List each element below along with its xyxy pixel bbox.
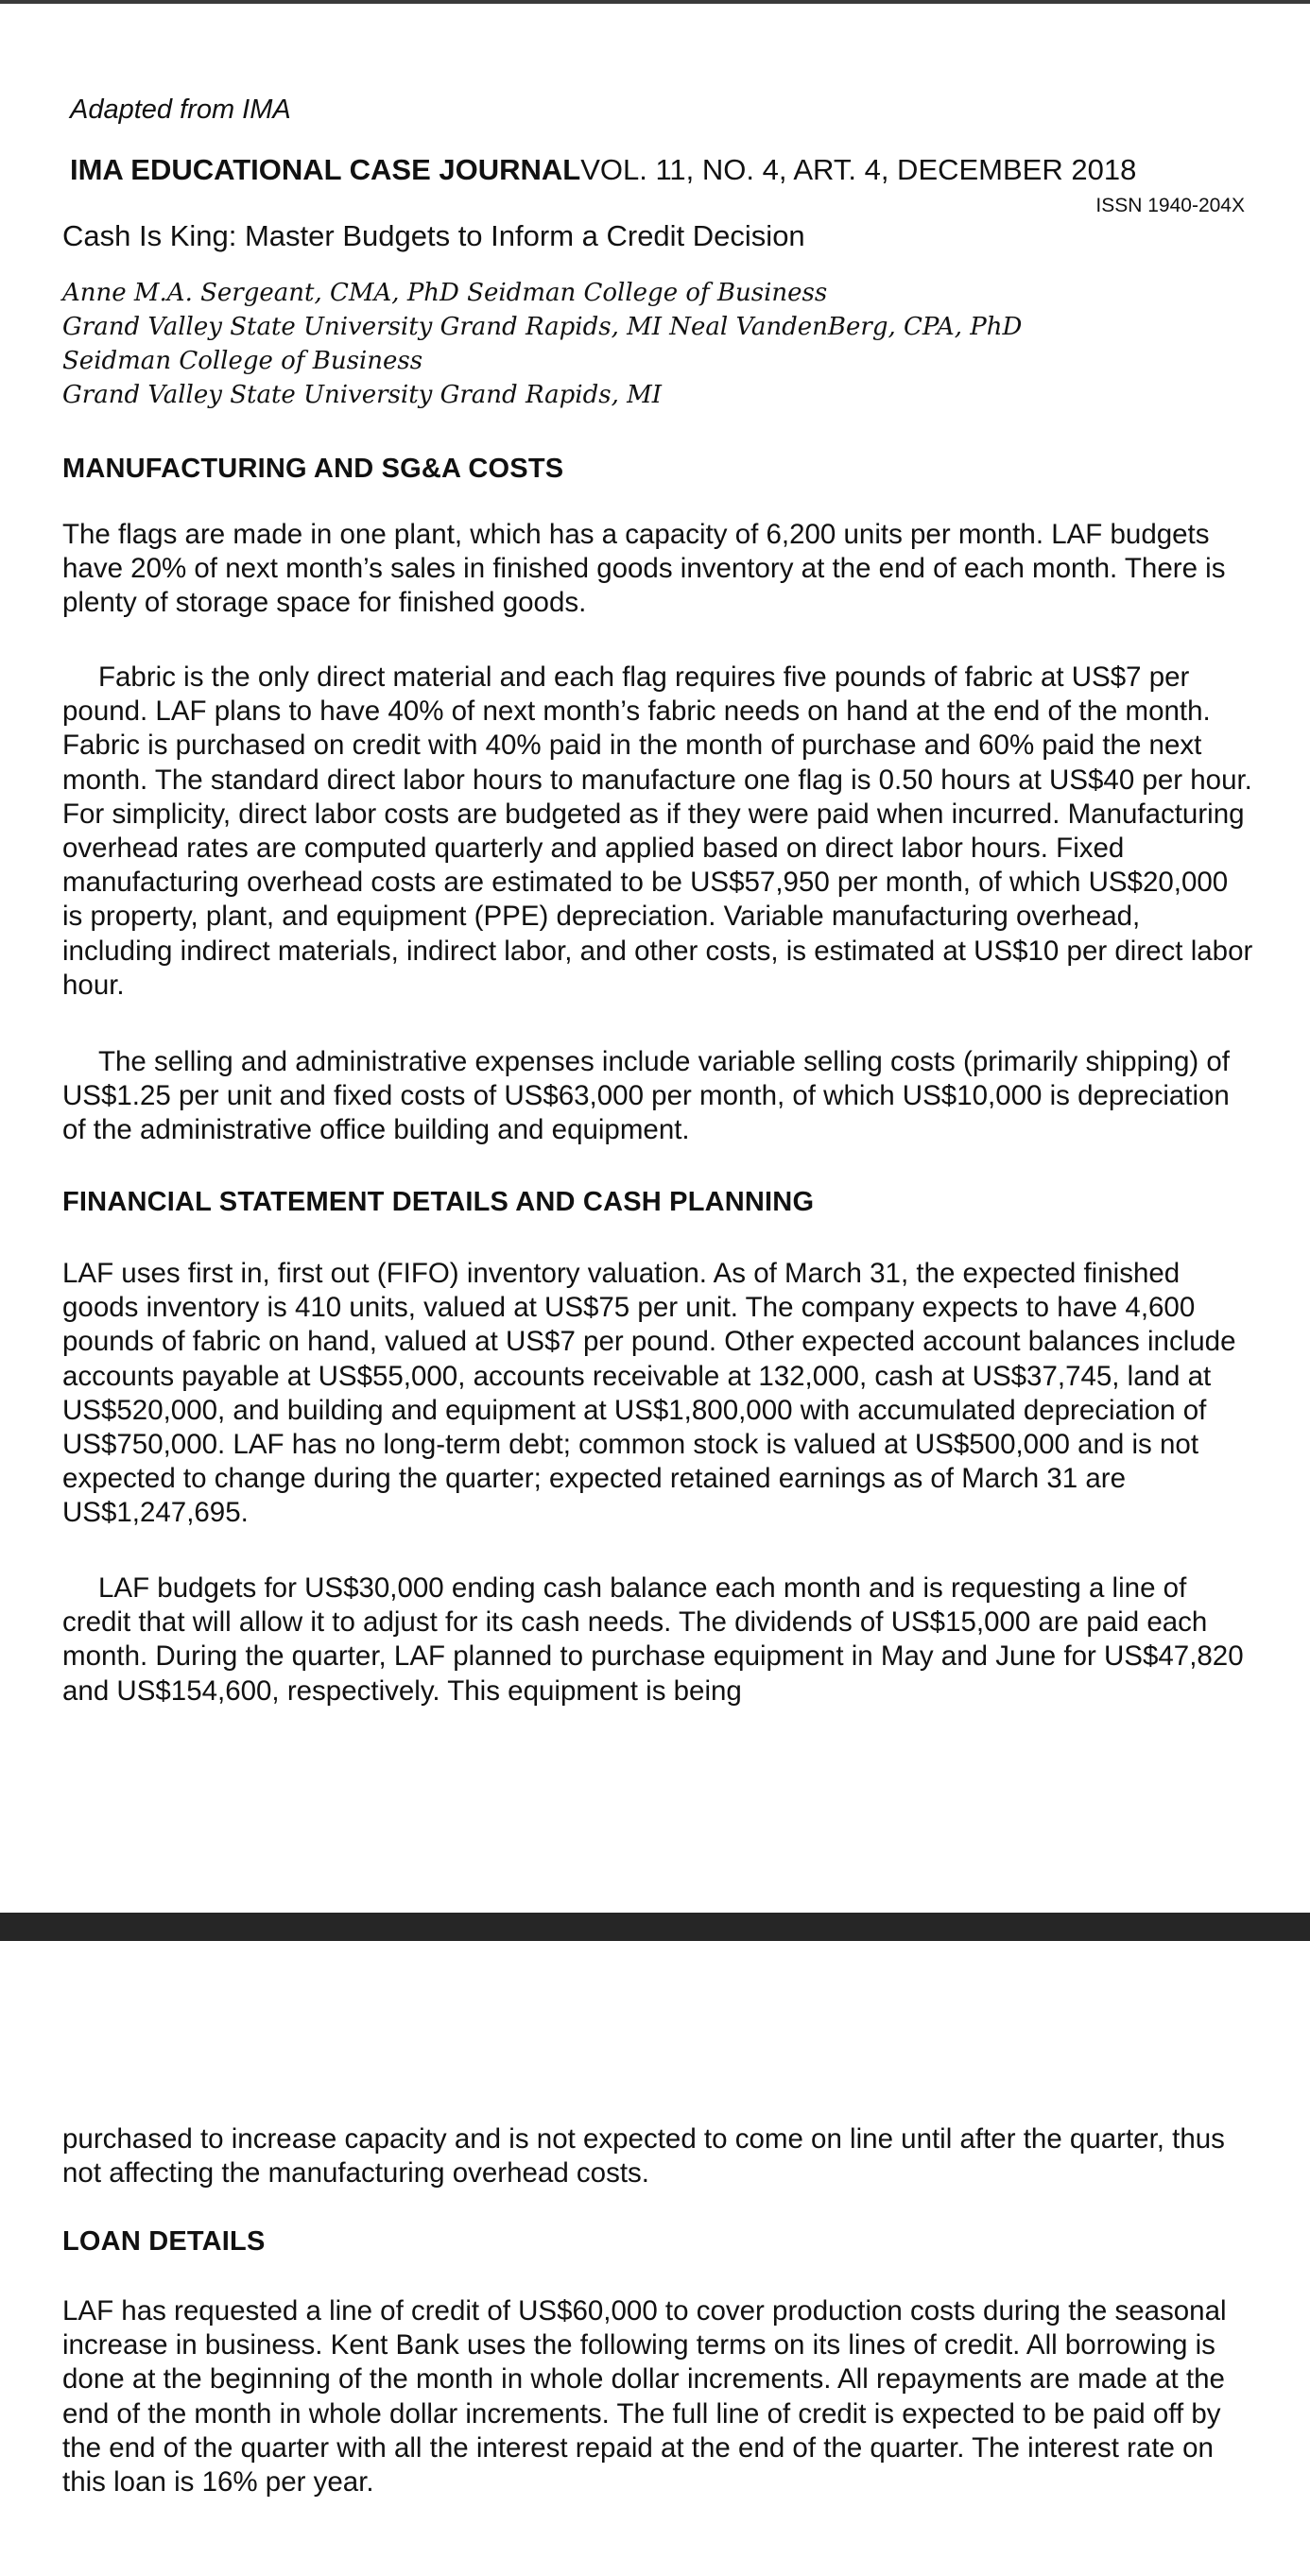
author-line: Grand Valley State University Grand Rapids, MI Neal VandenBerg, CPA, PhD [62, 313, 1023, 341]
page-divider [0, 1913, 1310, 1941]
issn-label: ISSN 1940-204X [1095, 195, 1245, 216]
journal-details: VOL. 11, NO. 4, ART. 4, DECEMBER 2018 [580, 153, 1137, 186]
section-heading-loan: LOAN DETAILS [62, 2226, 266, 2257]
author-line: Anne M.A. Sergeant, CMA, PhD Seidman College of Business [62, 279, 828, 307]
paragraph-continuation: purchased to increase capacity and is not expected to come on line until after the quarter, thus not affecting the manufacturing overhead costs. [62, 2123, 1225, 2190]
section-heading-financial: FINANCIAL STATEMENT DETAILS AND CASH PLANNING [62, 1187, 815, 1217]
paragraph-inventory: LAF uses first in, first out (FIFO) inventory valuation. As of March 31, the expected finished goods inventory is 410 units, valued at US$75 per unit. The company expects to have 4,600 pounds of fabric on hand, valued at US$7 per pound. Other expected account balances include accounts payable at US$55,000, accounts receivable at 132,000, cash at US$37,745, land at US$520,000, and building and equipment at US$1,800,000 with accumulated depreciation of US$750,000. LAF has no long-term debt; common stock is valued at US$500,000 and is not expected to change during the quarter; expected retained earnings as of March 31 are US$1,247,695. [62, 1258, 1236, 1529]
top-rule [0, 0, 1310, 4]
paragraph-cash-budget: LAF budgets for US$30,000 ending cash balance each month and is requesting a line of credit that will allow it to adjust for its cash needs. The dividends of US$15,000 are paid each month. During the quarter, LAF planned to purchase equipment in May and June for US$47,820 and US$154,600, respectively. This equipment is being [62, 1572, 1244, 1707]
paragraph-capacity: The flags are made in one plant, which has a capacity of 6,200 units per month. LAF budgets have 20% of next month’s sales in finished goods inventory at the end of each month. There is plenty of storage space for finished goods. [62, 519, 1226, 619]
journal-citation [70, 153, 1136, 187]
author-block [62, 276, 1102, 412]
paragraph-loan-details: LAF has requested a line of credit of US$60,000 to cover production costs during the seasonal increase in business. Kent Bank uses the following terms on its lines of credit. All borrowing is done at the beginning of the month in whole dollar increments. All repayments are made at the end of the month in whole dollar increments. The full line of credit is expected to be paid off by the end of the quarter with all the interest repaid at the end of the quarter. The interest rate on this loan is 16% per year. [62, 2295, 1227, 2499]
journal-name: IMA EDUCATIONAL CASE JOURNAL [70, 153, 581, 186]
adapted-from-label: Adapted from IMA [70, 94, 291, 125]
author-line: Grand Valley State University Grand Rapids, MI [62, 381, 663, 409]
paragraph-selling-admin: The selling and administrative expenses include variable selling costs (primarily shipping) of US$1.25 per unit and fixed costs of US$63,000 per month, of which US$10,000 is depreciation of the administrative office building and equipment. [62, 1046, 1230, 1146]
author-line: Seidman College of Business [62, 347, 423, 375]
paragraph-direct-material: Fabric is the only direct material and each flag requires five pounds of fabric at US$7 per pound. LAF plans to have 40% of next month’s fabric needs on hand at the end of the month. Fabric is purchased on credit with 40% paid in the month of purchase and 60% paid the next month. The standard direct labor hours to manufacture one flag is 0.50 hours at US$40 per hour. For simplicity, direct labor costs are budgeted as if they were paid when incurred. Manufacturing overhead rates are computed quarterly and applied based on direct labor hours. Fixed manufacturing overhead costs are estimated to be US$57,950 per month, of which US$20,000 is property, plant, and equipment (PPE) depreciation. Variable manufacturing overhead, including indirect materials, indirect labor, and other costs, is estimated at US$10 per direct labor hour. [62, 661, 1253, 1001]
case-title: Cash Is King: Master Budgets to Inform a Credit Decision [62, 219, 805, 252]
section-heading-manufacturing: MANUFACTURING AND SG&A COSTS [62, 454, 564, 484]
